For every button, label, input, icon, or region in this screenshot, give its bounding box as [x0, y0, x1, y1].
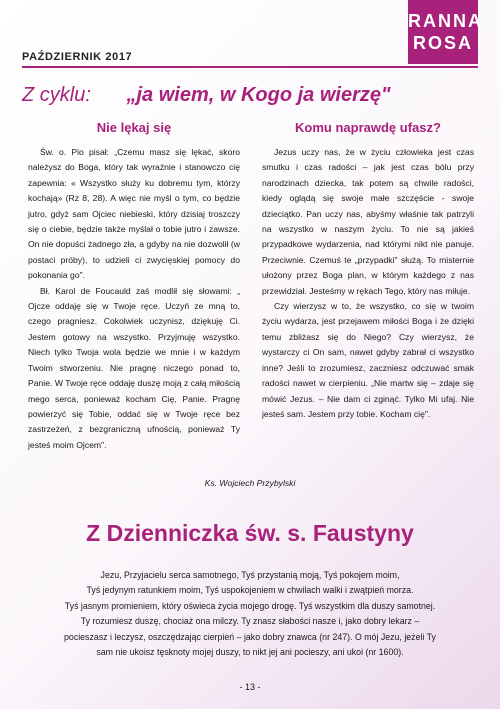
logo-line-2: ROSA: [412, 33, 473, 53]
paragraph: Jezus uczy nas, że w życiu człowieka jest czas smutku i czas radości – jak jest czas bólu przy narodzinach dziecka, tak potem są chwile radości, kiedy oglądą się swoje małe szczęście - swoje dzieciątko. Pan uczy nas, abyśmy właśnie tak patrzyli na wszystko w naszym życiu. To nie są jakieś przypadkowe wydarzenia, nad którymi nikt nie panuje. Przeciwnie. Czemuś te „przypadki" służą. To misternie ułożony przez Boga plan, w którym każdego z nas przewidział. Jesteśmy w rękach Tego, który nas miłuje.: [262, 147, 474, 296]
page-number: - 13 -: [239, 682, 261, 692]
header-divider: [22, 66, 478, 68]
quote-line: sam nie ukoisz tęsknoty mojej duszy, to nikt jej ani pocieszy, ani ukoi (nr 1600).: [96, 647, 404, 658]
quote-line: Tyś jedynym ratunkiem moim, Tyś uspokojeniem w chwilach walki i zwątpień morza.: [86, 585, 414, 596]
paragraph: Św. o. Pio pisał: „Czemu masz się lękać, skoro należysz do Boga, który tak wyraźnie i stanowczo cię zapewnia: « Wszystko służy ku dobremu tym, którzy kochają» (Rz 8, 28). A więc nie myśl o tym, co będzie jutro, gdyż sam Ojciec niebieski, który dzisiaj troszczy się o ciebie, będzie także myślał o tobie jutro i zawsze. On nie dopuści żadnego zła, a gdyby na nie dozwolił (w postaci próby), to udzieli ci zwycięskiej pomocy do pokonania go".: [28, 147, 240, 281]
diary-quote: [52, 568, 448, 660]
series-title: „ja wiem, w Kogo ja wierzę": [126, 84, 391, 106]
logo-line-1: RANNA: [408, 11, 483, 31]
quote-line: pocieszasz i leczysz, oszczędzając cierpień – jako dobry znawca (nr 247). O mój Jezu, jeżeli Ty: [64, 631, 436, 642]
series-heading: [22, 84, 478, 107]
issue-date: PAŹDZIERNIK 2017: [22, 51, 133, 63]
magazine-logo: [408, 0, 483, 64]
article-right-column: [262, 120, 474, 422]
article-author: Ks. Wojciech Przybylski: [204, 478, 296, 488]
series-label: Z cyklu:: [22, 84, 91, 106]
quote-line: Tyś jasnym promieniem, który oświeca życia mojego drogę. Tyś wszystkim dla duszy samotnej.: [64, 600, 436, 611]
article-heading-left: Nie lękaj się: [96, 120, 172, 135]
paragraph: Czy wierzysz w to, że wszystko, co się w twoim życiu wydarza, jest przejawem miłości Boga i że dzięki temu zbliżasz się do Niego? Czy wierzysz, że wystarczy ci On sam, nawet gdyby zabrał ci wszystko inne? Jeśli to zrozumiesz, zaczniesz odczuwać smak radości nawet w cierpieniu. „Nie martw się – zdaje się mówić Jezus. – Nie dam ci zginąć. Tylko Mi ufaj. Nie jesteś sam. Jestem przy tobie. Kocham cię".: [262, 301, 474, 419]
article-heading-right: Komu naprawdę ufasz?: [295, 120, 441, 135]
section-title: Z Dzienniczka św. s. Faustyny: [86, 520, 414, 546]
article-left-column: [28, 120, 240, 453]
quote-line: Jezu, Przyjacielu serca samotnego, Tyś przystanią moją, Tyś pokojem moim,: [100, 570, 400, 580]
paragraph: Bł. Karol de Foucauld zaś modlił się słowami: „ Ojcze oddaję się w Twoje ręce. Uczyń ze mną to, czego pragniesz. Cokolwiek uczynisz, dziękuję Ci. Jestem gotowy na wszystko. Przyjmuję wszystko. Niech tylko Twoja wola będzie we mnie i w każdym Twoim stworzeniu. Nie pragnę niczego ponad to, Panie. W Twoje ręce oddaję duszę moją z całą miłością mego serca, ponieważ kocham Cię, Panie. Pragnę powierzyć się Tobie, oddać się w Twoje ręce bez zastrzeżeń, z bezgraniczną ufnością, ponieważ Ty jesteś moim Ojcem".: [28, 285, 240, 450]
quote-line: Ty rozumiesz duszę, chociaż ona milczy. Ty znasz słabości nasze i, jako dobry lekarz –: [80, 616, 420, 627]
